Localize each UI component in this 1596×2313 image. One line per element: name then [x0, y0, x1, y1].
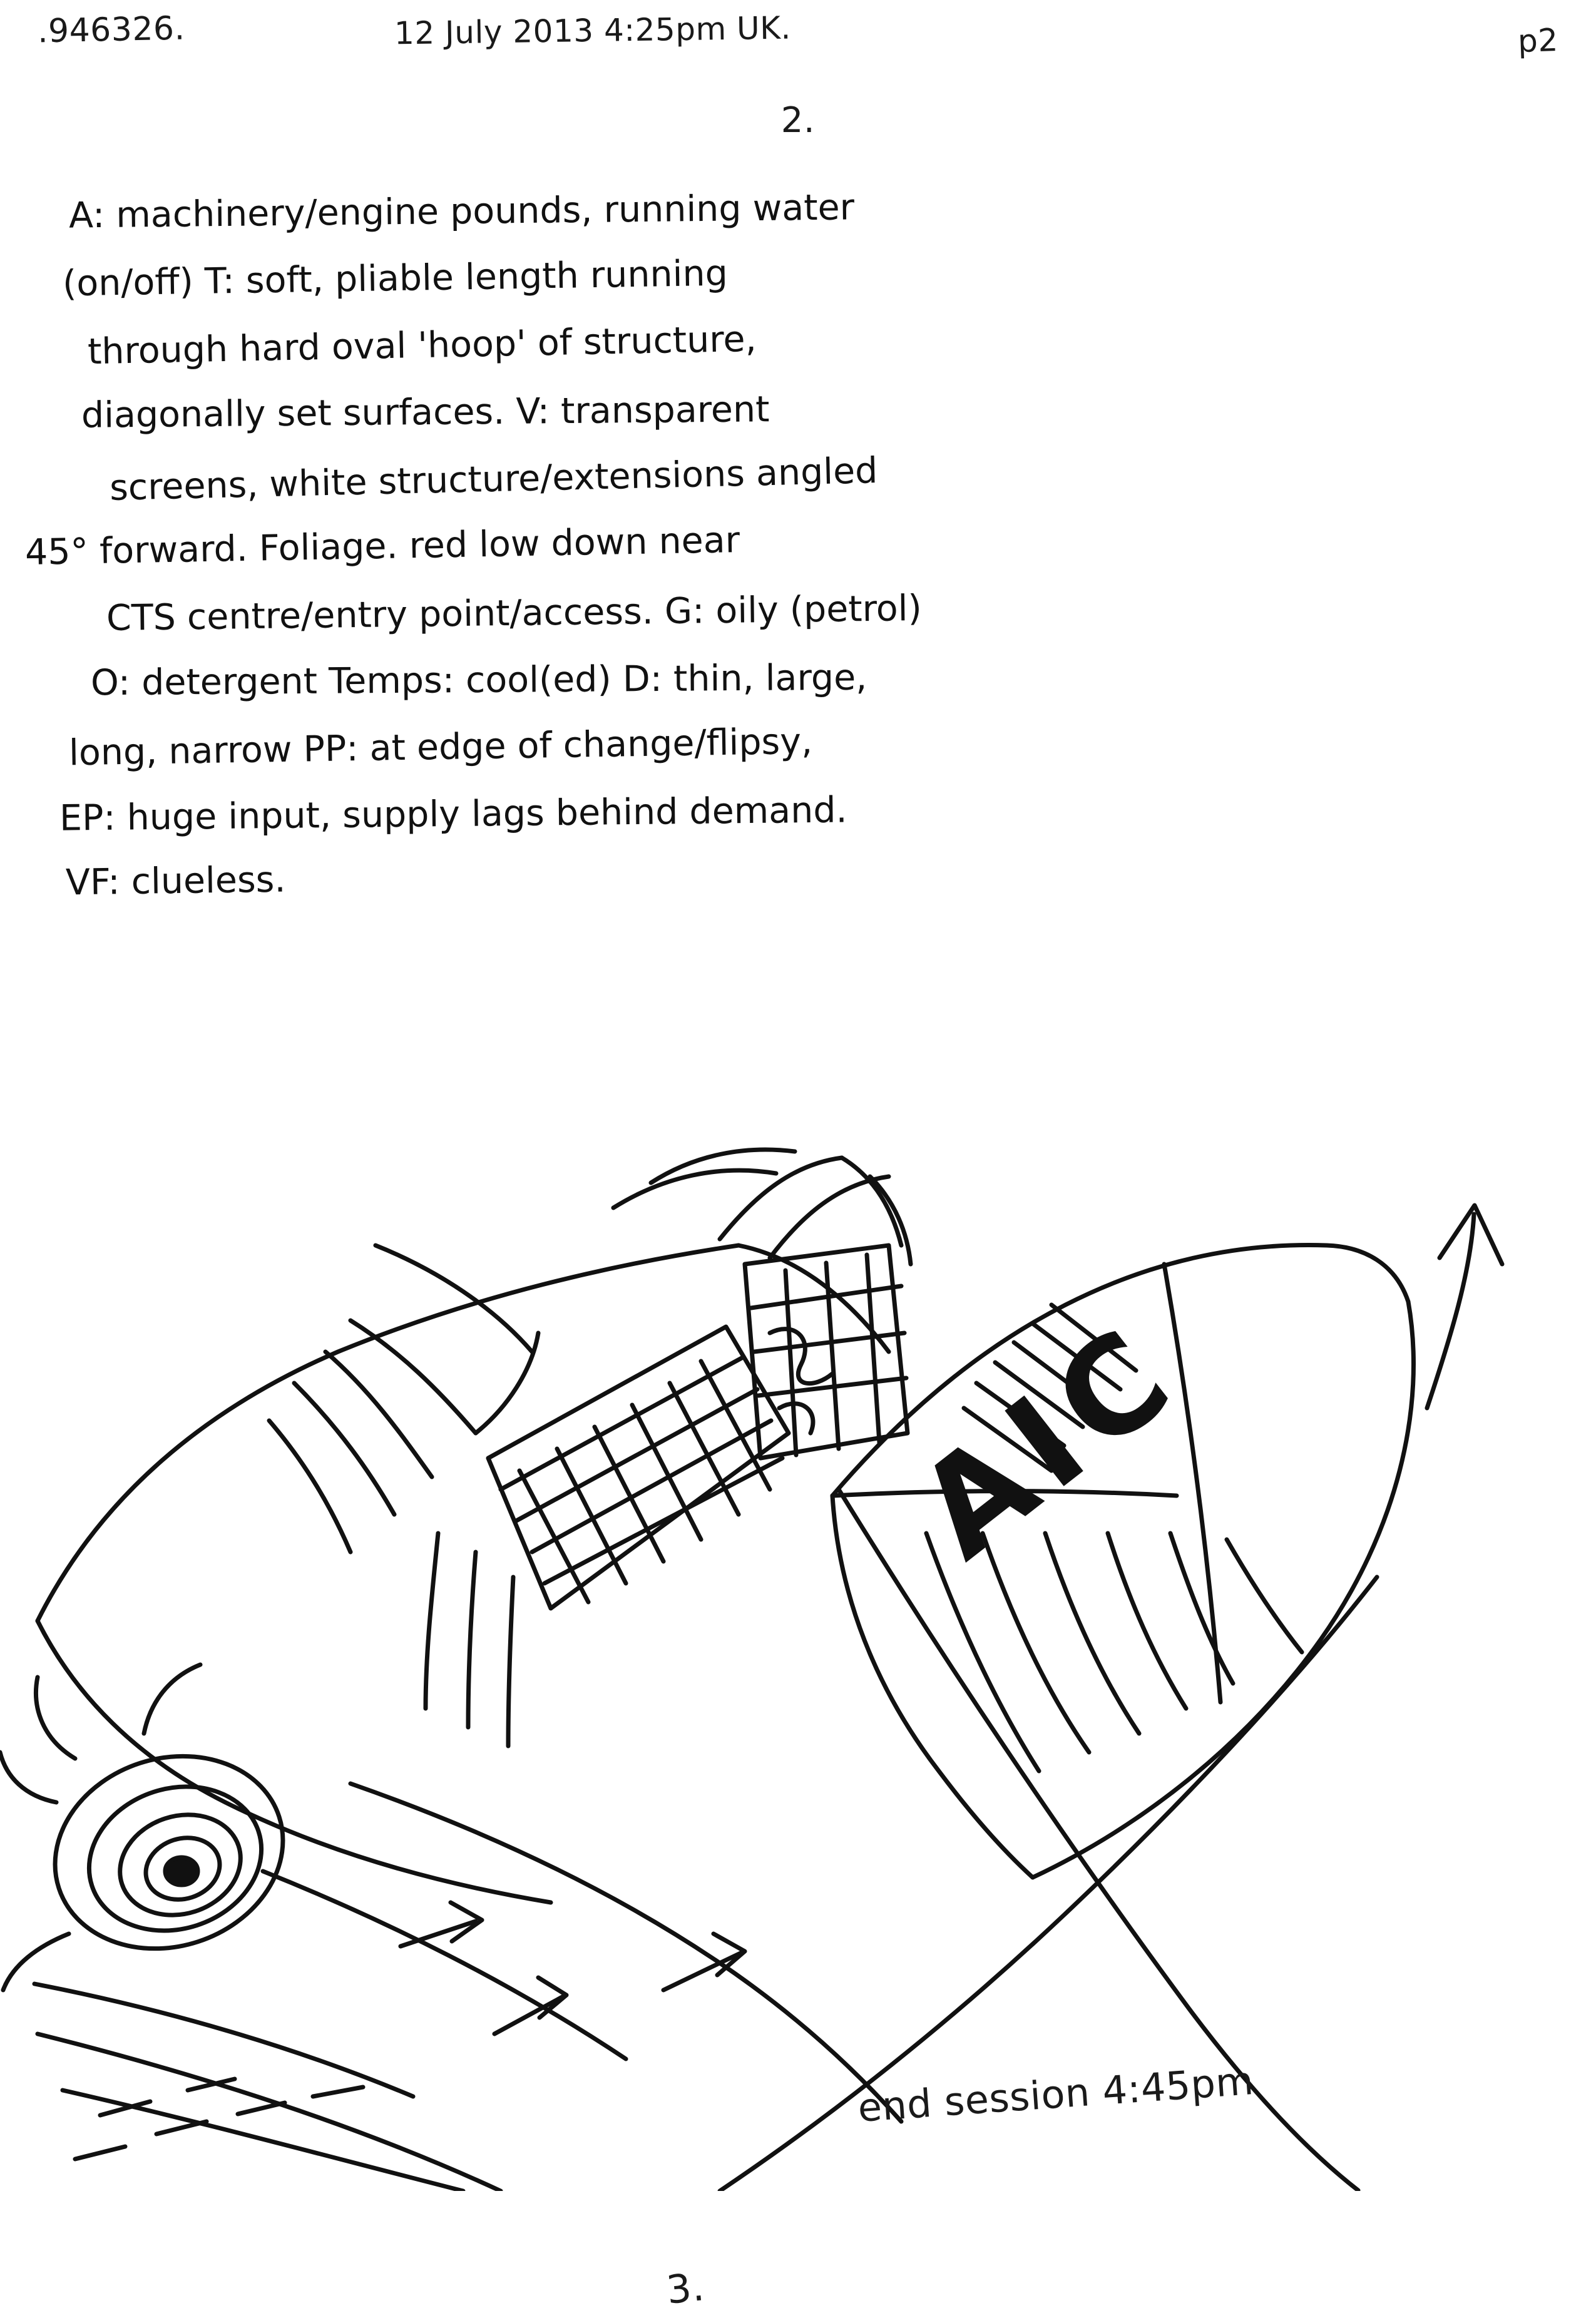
text-line [0, 656, 1596, 730]
text-line [0, 720, 1596, 797]
text-line [0, 519, 1596, 596]
line-text: long, narrow PP: at edge of change/flipsy, [68, 720, 813, 774]
text-line [0, 186, 1596, 261]
text-line [0, 318, 1596, 395]
text-line [0, 859, 1596, 931]
aic-label: AIC [890, 1294, 1206, 1588]
line-text: O: detergent Temps: cool(ed) D: thin, large, [90, 656, 867, 704]
line-text: 45° forward. Foliage. red low down near [24, 519, 740, 573]
pen-sketch [0, 1058, 1596, 2313]
end-session-note: end session 4:45pm [856, 2057, 1256, 2132]
line-text: VF: clueless. [65, 859, 286, 904]
page-header [38, 11, 1558, 68]
line-text: A: machinery/engine pounds, running water [68, 186, 855, 237]
line-text: CTS centre/entry point/access. G: oily (petrol) [106, 588, 923, 639]
line-text: EP: huge input, supply lags behind demand. [59, 789, 847, 839]
text-line [0, 588, 1596, 663]
reference-number: .946326. [37, 9, 186, 51]
page-number: 2. [780, 100, 816, 141]
line-text: (on/off) T: soft, pliable length running [62, 252, 729, 305]
text-line [0, 252, 1596, 328]
line-text: through hard oval 'hoop' of structure, [87, 318, 757, 373]
handwritten-body [0, 186, 1596, 931]
sketch-drawing [0, 1058, 1596, 2191]
session-datetime: 12 July 2013 4:25pm UK. [394, 9, 792, 52]
page-label: p2 [1517, 21, 1559, 60]
sketch-mark-3: 3. [664, 2264, 707, 2313]
line-text: screens, white structure/extensions angled [109, 450, 879, 509]
line-text: diagonally set surfaces. V: transparent [81, 389, 770, 436]
text-line [0, 450, 1596, 529]
text-line [0, 789, 1596, 864]
